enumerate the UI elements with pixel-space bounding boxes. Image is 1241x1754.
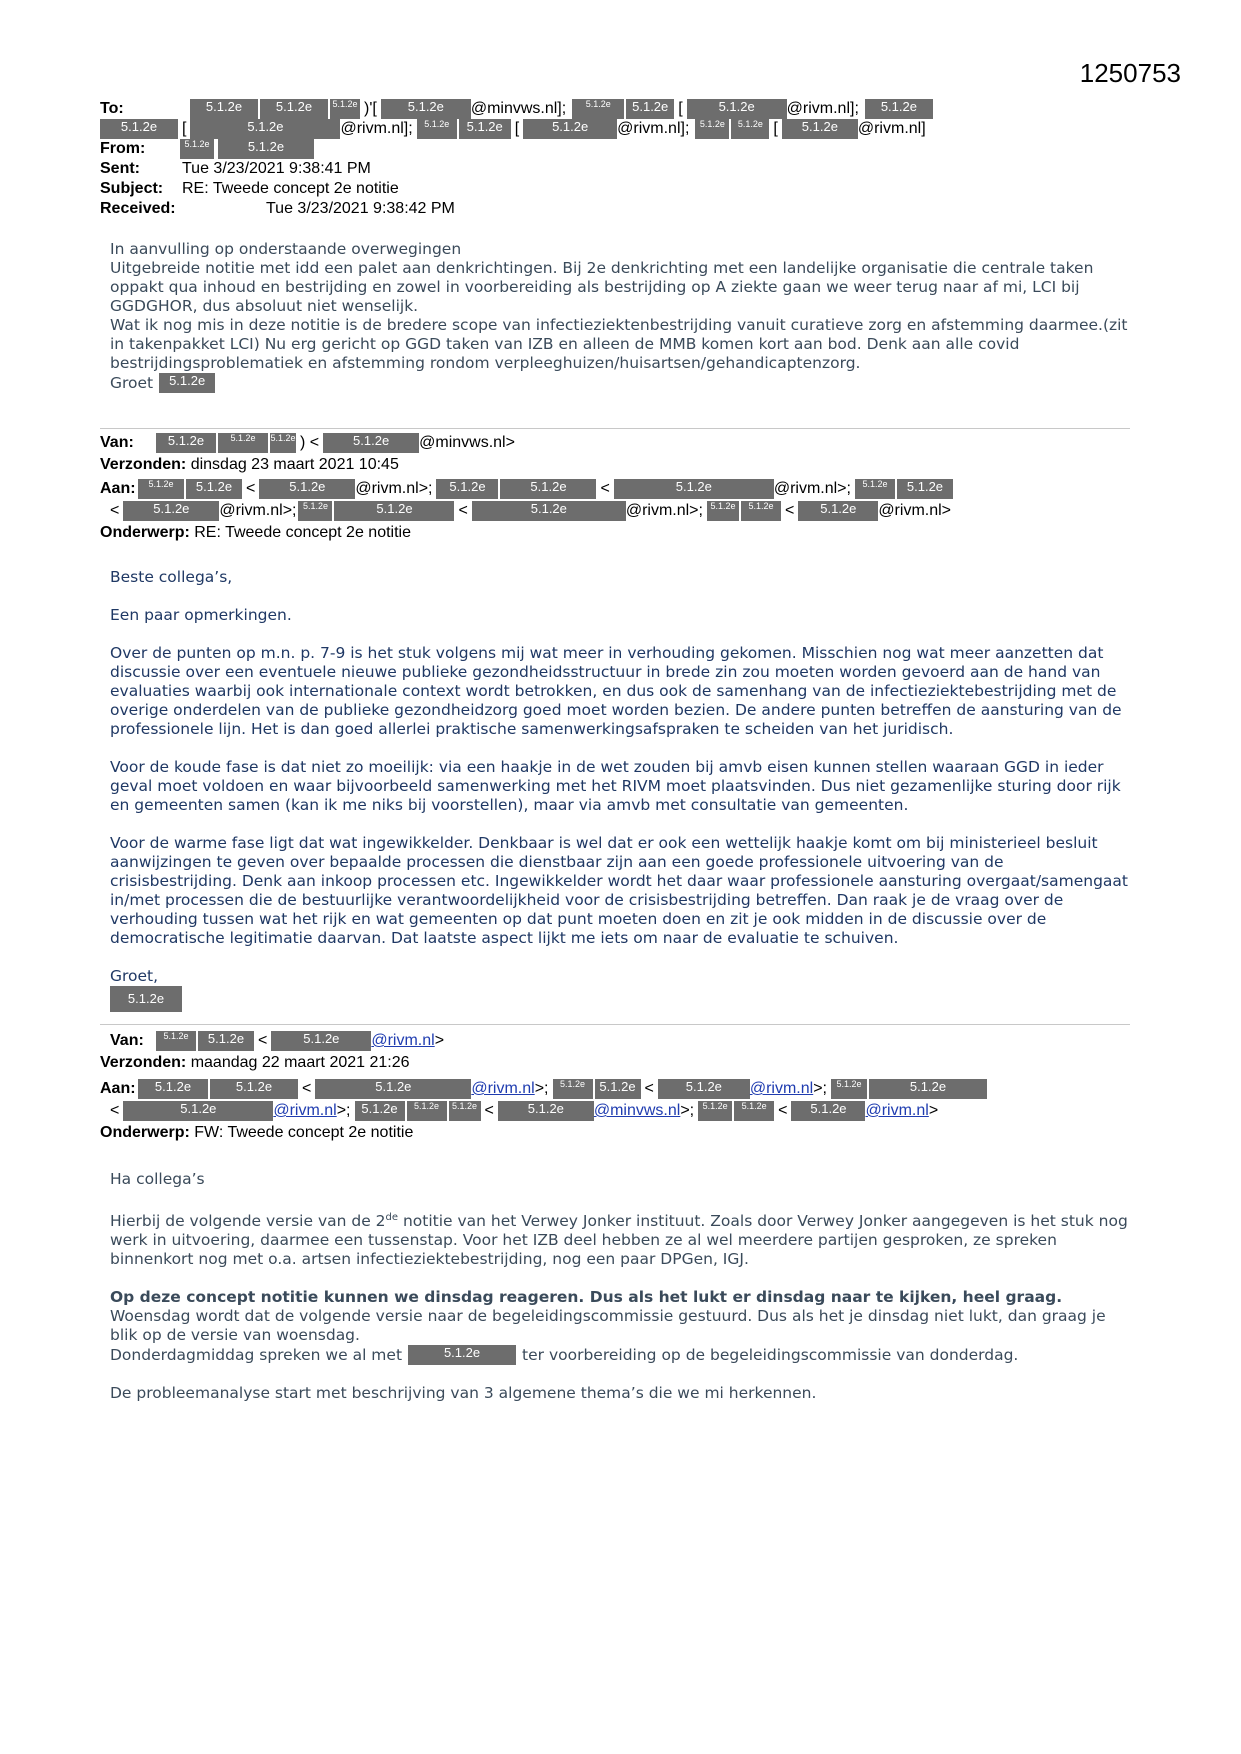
- redaction: 5.1.2e: [695, 119, 729, 139]
- redaction: 5.1.2e: [271, 1031, 371, 1051]
- redaction: 5.1.2e: [260, 99, 328, 119]
- redaction: 5.1.2e: [186, 479, 242, 499]
- separator: [100, 428, 1130, 429]
- sent-value: Tue 3/23/2021 9:38:41 PM: [182, 160, 371, 177]
- received-label: Received:: [100, 200, 176, 217]
- redaction: 5.1.2e: [791, 1101, 865, 1121]
- redaction: 5.1.2e: [417, 119, 457, 139]
- redaction: 5.1.2e: [626, 99, 674, 119]
- document-number: 1250753: [1079, 58, 1181, 88]
- redaction: 5.1.2e: [459, 119, 511, 139]
- van-email-link[interactable]: @rivm.nl: [371, 1032, 435, 1049]
- aan-domain: @rivm.nl>;: [773, 480, 851, 497]
- verzonden-label: Verzonden:: [100, 1054, 187, 1071]
- redaction: 5.1.2e: [500, 479, 596, 499]
- to-label: To:: [100, 100, 124, 117]
- verzonden-value: maandag 22 maart 2021 21:26: [190, 1054, 410, 1071]
- redaction: 5.1.2e: [572, 99, 624, 119]
- body-paragraph: Voor de warme fase ligt dat wat ingewikkelder. Denkbaar is wel dat er ook een wettelijk haakje komt om bij ministerieel besluit aanwijzingen te geven over bepaalde processen die dienstbaar zijn aan een goede professionele uitvoering van de crisisbestrijding. Denk aan inkoop processen etc. Ingewikkelder wordt het daar waar professionele aansturing overgaat/samengaat in/met processen die de bestuurlijke verantwoordelijkheid voor de crisisbestrijding betreffen. Dan raak je de vraag over de verhouding tussen wat het rijk en wat gemeenten op dat punt moeten doen en zit je ook midden in de discussie over de democratische legitimatie daarvan. Dat laatste aspect lijkt me iets om naar de evaluatie te schuiven.: [110, 834, 1129, 947]
- received-value: Tue 3/23/2021 9:38:42 PM: [266, 200, 455, 217]
- redaction: 5.1.2e: [123, 1101, 273, 1121]
- redaction: 5.1.2e: [855, 479, 895, 499]
- aan-label: Aan:: [100, 1080, 136, 1097]
- to-domain: @minvws.nl];: [470, 100, 567, 117]
- subject-value: RE: Tweede concept 2e notitie: [182, 180, 399, 197]
- body-paragraph: De probleemanalyse start met beschrijving van 3 algemene thema’s die we mi herkennen.: [110, 1384, 817, 1403]
- aan-line-1: Aan: 5.1.2e 5.1.2e < 5.1.2e @rivm.nl >; 5.1.2e 5.1.2e < 5.1.2e @rivm.nl >; 5.1.2e 5.1.2e: [100, 1078, 987, 1100]
- received-line: [100, 198, 455, 220]
- onderwerp-line: [100, 1124, 413, 1142]
- to-domain: @rivm.nl];: [617, 120, 690, 137]
- redaction: 5.1.2e: [472, 501, 626, 521]
- body-paragraph: Woensdag wordt dat de volgende versie naar de begeleidingscommissie gestuurd. Dus als het je dinsdag niet lukt, dan graag je blik op de versie van woensdag.: [110, 1307, 1106, 1345]
- van-label: Van:: [110, 1032, 144, 1049]
- redaction: 5.1.2e: [741, 501, 781, 521]
- onderwerp-line: [100, 524, 411, 542]
- redaction: 5.1.2e: [449, 1101, 481, 1121]
- to-domain: @rivm.nl];: [786, 100, 859, 117]
- greeting: Groet: [110, 373, 154, 392]
- redaction: 5.1.2e: [408, 1345, 516, 1365]
- onderwerp-value: RE: Tweede concept 2e notitie: [194, 524, 411, 541]
- redaction: 5.1.2e: [865, 99, 933, 119]
- body-line: Een paar opmerkingen.: [110, 606, 292, 624]
- redaction: 5.1.2e: [381, 99, 471, 119]
- redaction: 5.1.2e: [270, 433, 296, 453]
- redaction: 5.1.2e: [190, 99, 258, 119]
- redaction: 5.1.2e: [315, 1079, 471, 1099]
- redaction: 5.1.2e: [298, 501, 332, 521]
- redaction: 5.1.2e: [259, 479, 355, 499]
- redaction: 5.1.2e: [156, 1031, 196, 1051]
- onderwerp-label: Onderwerp:: [100, 1124, 190, 1141]
- redaction: 5.1.2e: [210, 1079, 298, 1099]
- salutation: Ha collega’s: [110, 1170, 205, 1188]
- aan-line-2: < 5.1.2e @rivm.nl >; 5.1.2e 5.1.2e 5.1.2e < 5.1.2e @minvws.nl >; 5.1.2e 5.1.2e < 5.1.2e @rivm.nl >: [110, 1101, 939, 1119]
- to-line-2: 5.1.2e [ 5.1.2e @rivm.nl]; 5.1.2e 5.1.2e [ 5.1.2e @rivm.nl]; 5.1.2e 5.1.2e [ 5.1.2e @rivm.nl]: [100, 118, 926, 140]
- redaction: 5.1.2e: [831, 1079, 867, 1099]
- redaction: 5.1.2e: [698, 1101, 732, 1121]
- subject-line: [100, 178, 399, 200]
- aan-domain: @rivm.nl>: [878, 502, 952, 519]
- aan-email-link[interactable]: @minvws.nl: [593, 1102, 681, 1119]
- aan-email-link[interactable]: @rivm.nl: [749, 1080, 814, 1097]
- aan-line-2: < 5.1.2e @rivm.nl>; 5.1.2e 5.1.2e < 5.1.2e @rivm.nl>; 5.1.2e 5.1.2e < 5.1.2e @rivm.nl>: [110, 501, 952, 519]
- body-paragraph: Donderdagmiddag spreken we al met 5.1.2e ter voorbereiding op de begeleidingscommissie van donderdag.: [110, 1345, 1019, 1364]
- van-domain: @minvws.nl>: [419, 434, 515, 451]
- aan-domain: @rivm.nl>;: [219, 502, 297, 519]
- aan-email-link[interactable]: @rivm.nl: [865, 1102, 929, 1119]
- verzonden-line: [100, 1054, 410, 1072]
- redaction: 5.1.2e: [190, 119, 340, 139]
- to-domain: @rivm.nl];: [340, 120, 413, 137]
- verzonden-line: [100, 456, 399, 474]
- sent-label: Sent:: [100, 160, 140, 177]
- redaction: 5.1.2e: [707, 501, 739, 521]
- van-line: Van: 5.1.2e 5.1.2e 5.1.2e ) < 5.1.2e @minvws.nl>: [100, 433, 515, 451]
- van-label: Van:: [100, 434, 134, 451]
- redaction: 5.1.2e: [355, 1101, 405, 1121]
- to-domain: @rivm.nl]: [857, 120, 926, 137]
- redaction: 5.1.2e: [218, 433, 268, 453]
- redaction: 5.1.2e: [734, 1101, 774, 1121]
- verzonden-value: dinsdag 23 maart 2021 10:45: [190, 456, 399, 473]
- from-line: [100, 138, 314, 160]
- body-paragraph: Hierbij de volgende versie van de 2de notitie van het Verwey Jonker instituut. Zoals door Verwey Jonker aangegeven is het stuk nog werk in uitvoering, daarmee een tussenstap. Voor het IZB deel hebben ze al wel meerdere partijen gesproken, ze spreken binnenkort nog met o.a. artsen infectieziektebestrijding, nog een paar DPGen, IGJ.: [110, 1212, 1128, 1269]
- redaction: 5.1.2e: [782, 119, 858, 139]
- redaction: 5.1.2e: [198, 1031, 254, 1051]
- subject-label: Subject:: [100, 180, 164, 197]
- aan-domain: @rivm.nl>;: [355, 480, 433, 497]
- greeting: Groet,: [110, 967, 159, 985]
- redaction: 5.1.2e: [614, 479, 774, 499]
- body-paragraph: Over de punten op m.n. p. 7-9 is het stuk volgens mij wat meer in verhouding gekomen. Misschien nog wat meer aanzetten dat discussie over een eventuele nieuwe publieke gezondheidsstructuur in brede zin zou moeten worden gevoerd aan de hand van evaluaties waarbij ook internationale context wordt betrokken, en dus ook de samenhang van de infectieziektebestrijding met de overige onderdelen van de publieke gezondheidzorg goed moet worden bezien. De andere punten betreffen de aansturing van de professionele lijn. Het is dan goed allerlei praktische samenwerkingsafspraken te scheiden van het juridisch.: [110, 644, 1122, 738]
- redaction: 5.1.2e: [407, 1101, 447, 1121]
- body-paragraph: Uitgebreide notitie met idd een palet aan denkrichtingen. Bij 2e denkrichting met een landelijke organisatie die centrale taken oppakt qua inhoud en bestrijding en zowel in voorbereiding als bestrijding op A ziekte gaan we weer terug naar af mi, LCI bij GGDGHOR, dus absoluut niet wenselijk.: [110, 259, 1094, 315]
- redaction: 5.1.2e: [156, 433, 216, 453]
- redaction: 5.1.2e: [110, 986, 182, 1012]
- redaction: 5.1.2e: [218, 139, 314, 159]
- redaction: 5.1.2e: [323, 433, 419, 453]
- redaction: 5.1.2e: [897, 479, 953, 499]
- sent-line: [100, 158, 371, 180]
- aan-email-link[interactable]: @rivm.nl: [273, 1102, 337, 1119]
- to-line-1: To: 5.1.2e 5.1.2e 5.1.2e )'[ 5.1.2e @minvws.nl]; 5.1.2e 5.1.2e [ 5.1.2e @rivm.nl]; 5.1.2e: [100, 98, 933, 120]
- redaction: 5.1.2e: [159, 373, 215, 393]
- redaction: 5.1.2e: [138, 1079, 208, 1099]
- body-paragraph: Wat ik nog mis in deze notitie is de bredere scope van infectieziektenbestrijding vanuit curatieve zorg en afstemming daarmee.(zit in takenpakket LCI) Nu erg gericht op GGD taken van IZB en alleen de MMB komen kort aan bod. Denk aan alle covid bestrijdingsproblematiek en afstemming rondom verpleeghuizen/huisartsen/gehandicaptenzorg.: [110, 316, 1128, 372]
- onderwerp-value: FW: Tweede concept 2e notitie: [194, 1124, 414, 1141]
- redaction: 5.1.2e: [123, 501, 219, 521]
- redaction: 5.1.2e: [330, 99, 360, 119]
- redaction: 5.1.2e: [436, 479, 498, 499]
- redaction: 5.1.2e: [100, 119, 178, 139]
- redaction: 5.1.2e: [687, 99, 787, 119]
- redaction: 5.1.2e: [180, 139, 214, 159]
- redaction: 5.1.2e: [138, 479, 184, 499]
- message3-body: [110, 1170, 1130, 1403]
- redaction: 5.1.2e: [798, 501, 878, 521]
- body-bold-paragraph: Op deze concept notitie kunnen we dinsdag reageren. Dus als het lukt er dinsdag naar te kijken, heel graag.: [110, 1288, 1063, 1307]
- separator: [100, 1024, 1130, 1025]
- body-paragraph: Voor de koude fase is dat niet zo moeilijk: via een haakje in de wet zouden bij amvb eisen kunnen stellen waaraan GGD in ieder geval moet voldoen en waar bijvoorbeeld samenwerking met het RIVM moet plaatsvinden. Dus niet gezamenlijke sturing door rijk en gemeenten samen (kan ik me niks bij voorstellen), maar via amvb met consultatie van gemeenten.: [110, 758, 1121, 814]
- redaction: 5.1.2e: [498, 1101, 594, 1121]
- verzonden-label: Verzonden:: [100, 456, 187, 473]
- salutation: Beste collega’s,: [110, 568, 233, 586]
- aan-domain: @rivm.nl>;: [625, 502, 703, 519]
- redaction: 5.1.2e: [523, 119, 617, 139]
- redaction: 5.1.2e: [334, 501, 454, 521]
- aan-line-1: Aan: 5.1.2e 5.1.2e < 5.1.2e @rivm.nl>; 5.1.2e 5.1.2e < 5.1.2e @rivm.nl>; 5.1.2e 5.1.2e: [100, 478, 953, 500]
- redaction: 5.1.2e: [553, 1079, 593, 1099]
- from-label: From:: [100, 140, 146, 157]
- aan-email-link[interactable]: @rivm.nl: [471, 1080, 535, 1097]
- redaction: 5.1.2e: [731, 119, 769, 139]
- redaction: 5.1.2e: [869, 1079, 987, 1099]
- message1-body: [110, 240, 1130, 393]
- aan-label: Aan:: [100, 480, 136, 497]
- body-line: In aanvulling op onderstaande overwegingen: [110, 240, 462, 258]
- redaction: 5.1.2e: [658, 1079, 750, 1099]
- van-line: Van: 5.1.2e 5.1.2e < 5.1.2e @rivm.nl >: [110, 1031, 445, 1049]
- onderwerp-label: Onderwerp:: [100, 524, 190, 541]
- message2-body: [110, 568, 1130, 1012]
- redaction: 5.1.2e: [595, 1079, 641, 1099]
